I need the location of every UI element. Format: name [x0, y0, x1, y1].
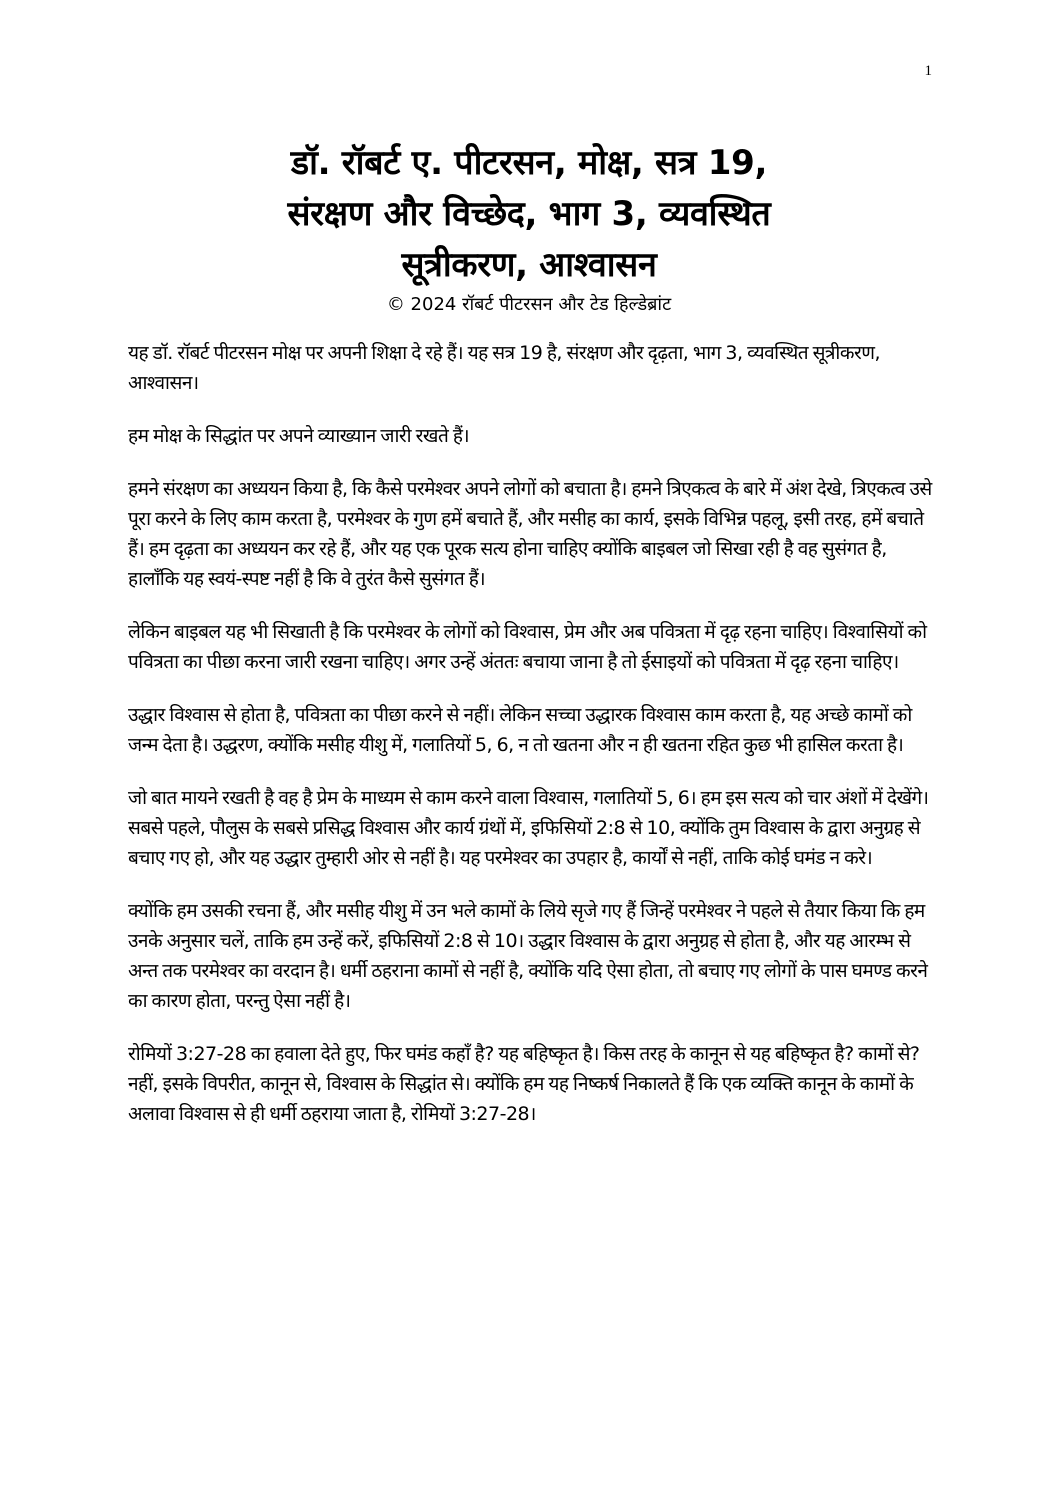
paragraph-1: यह डॉ. रॉबर्ट पीटरसन मोक्ष पर अपनी शिक्षा दे रहे हैं। यह सत्र 19 है, संरक्षण और दृढ़ता, भाग 3, व्यवस्थित सूत्रीकरण, आश्वासन।	[128, 342, 880, 394]
paragraph-7: क्योंकि हम उसकी रचना हैं, और मसीह यीशु में उन भले कामों के लिये सृजे गए हैं जिन्हें परमेश्वर ने पहले से तैयार किया कि हम उनके अनुसार चलें, ताकि हम उन्हें करें, इफिसियों 2:8 से 10। उद्धार विश्वास के द्वारा अनुग्रह से होता है, और यह आरम्भ से अन्त तक परमेश्वर का वरदान है। धर्मी ठहराना कामों से नहीं है, क्योंकि यदि ऐसा होता, तो बचाए गए लोगों के पास घमण्ड करने का कारण होता, परन्तु ऐसा नहीं है।	[128, 900, 928, 1012]
page-number: 1	[924, 63, 932, 79]
paragraph-8: रोमियों 3:27-28 का हवाला देते हुए, फिर घमंड कहाँ है? यह बहिष्कृत है। किस तरह के कानून से यह बहिष्कृत है? कामों से? नहीं, इसके विपरीत, कानून से, विश्वास के सिद्धांत से। क्योंकि हम यह निष्कर्ष निकालते हैं कि एक व्यक्ति कानून के कामों के अलावा विश्वास से ही धर्मी ठहराया जाता है, रोमियों 3:27-28।	[128, 1043, 920, 1125]
copyright-line: © 2024 रॉबर्ट पीटरसन और टेड हिल्डेब्रांट	[386, 294, 672, 315]
paragraph-5: उद्धार विश्वास से होता है, पवित्रता का पीछा करने से नहीं। लेकिन सच्चा उद्धारक विश्वास काम करता है, यह अच्छे कामों को जन्म देता है। उद्धरण, क्योंकि मसीह यीशु में, गलातियों 5, 6, न तो खतना और न ही खतना रहित कुछ भी हासिल करता है।	[128, 704, 912, 756]
title-line-2: संरक्षण और विच्छेद, भाग 3, व्यवस्थित	[287, 194, 771, 234]
body-text	[128, 338, 936, 1152]
title-line-3: सूत्रीकरण, आश्वासन	[401, 245, 657, 285]
paragraph-6: जो बात मायने रखती है वह है प्रेम के माध्यम से काम करने वाला विश्वास, गलातियों 5, 6। हम इस सत्य को चार अंशों में देखेंगे। सबसे पहले, पौलुस के सबसे प्रसिद्ध विश्वास और कार्य ग्रंथों में, इफिसियों 2:8 से 10, क्योंकि तुम विश्वास के द्वारा अनुग्रह से बचाए गए हो, और यह उद्धार तुम्हारी ओर से नहीं है। यह परमेश्वर का उपहार है, कार्यों से नहीं, ताकि कोई घमंड न करे।	[128, 787, 929, 869]
paragraph-2: हम मोक्ष के सिद्धांत पर अपने व्याख्यान जारी रखते हैं।	[128, 425, 470, 447]
paragraph-4: लेकिन बाइबल यह भी सिखाती है कि परमेश्वर के लोगों को विश्वास, प्रेम और अब पवित्रता में दृढ़ रहना चाहिए। विश्वासियों को पवित्रता का पीछा करना जारी रखना चाहिए। अगर उन्हें अंततः बचाया जाना है तो ईसाइयों को पवित्रता में दृढ़ रहना चाहिए।	[128, 621, 927, 673]
paragraph-3: हमने संरक्षण का अध्ययन किया है, कि कैसे परमेश्वर अपने लोगों को बचाता है। हमने त्रिएकत्व के बारे में अंश देखे, त्रिएकत्व उसे पूरा करने के लिए काम करता है, परमेश्वर के गुण हमें बचाते हैं, और मसीह का कार्य, इसके विभिन्न पहलू, इसी तरह, हमें बचाते हैं। हम दृढ़ता का अध्ययन कर रहे हैं, और यह एक पूरक सत्य होना चाहिए क्योंकि बाइबल जो सिखा रही है वह सुसंगत है, हालाँकि यह स्वयं-स्पष्ट नहीं है कि वे तुरंत कैसे सुसंगत हैं।	[128, 478, 932, 590]
title-line-1: डॉ. रॉबर्ट ए. पीटरसन, मोक्ष, सत्र 19,	[290, 143, 768, 183]
title-block	[120, 138, 938, 319]
